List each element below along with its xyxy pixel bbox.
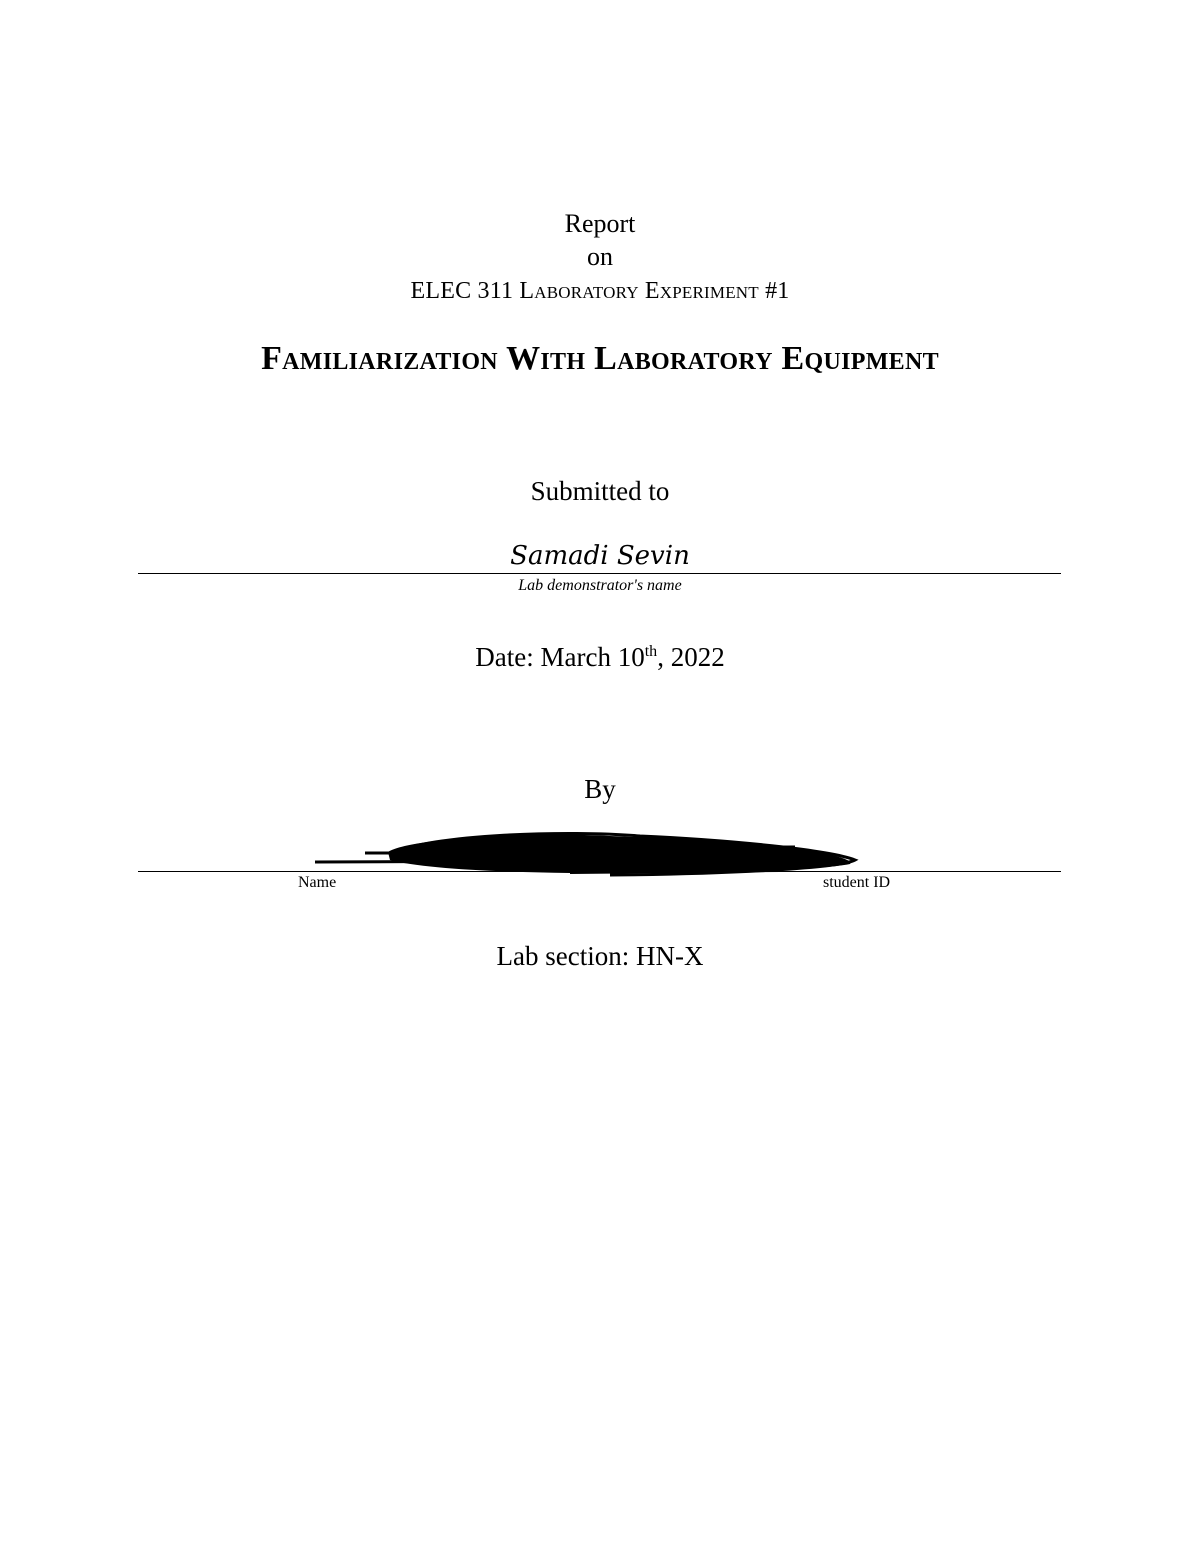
date-line [0, 640, 1200, 674]
demonstrator-signature-line [138, 573, 1061, 574]
submitted-to-label: Submitted to [530, 476, 670, 506]
student-signature-line [138, 871, 1061, 872]
date-day-suffix: th [644, 643, 658, 660]
student-id-caption: student ID [823, 874, 891, 891]
demonstrator-caption: Lab demonstrator's name [518, 577, 682, 594]
report-title: Familiarization With Laboratory Equipment [261, 340, 939, 377]
report-label: Report [564, 209, 636, 238]
course-experiment-line: ELEC 311 Laboratory Experiment #1 [410, 278, 790, 304]
date-prefix: Date: March 10 [475, 642, 645, 672]
redaction-scribble [310, 828, 860, 880]
demonstrator-name: Samadi Sevin [510, 541, 690, 571]
lab-section: Lab section: HN-X [496, 941, 704, 971]
date-year: , 2022 [657, 642, 725, 672]
by-label: By [584, 774, 616, 804]
on-label: on [587, 242, 613, 271]
name-caption: Name [298, 874, 337, 891]
